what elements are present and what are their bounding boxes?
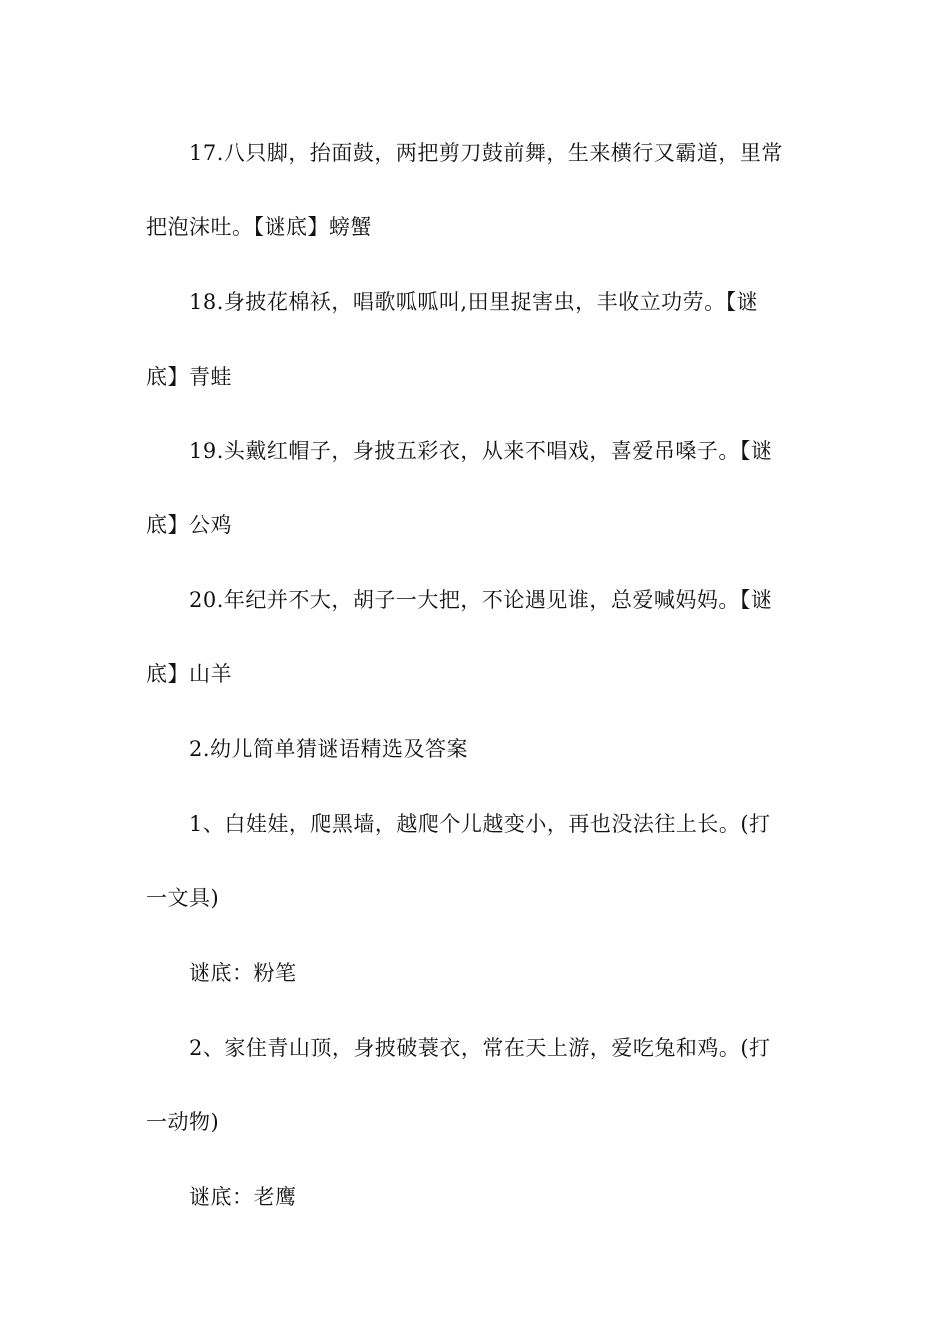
riddle-1-answer: 谜底：粉笔 <box>189 961 297 985</box>
riddle-17-line-2: 把泡沫吐。【谜底】螃蟹 <box>146 215 372 239</box>
section-heading: 2.幼儿简单猜谜语精选及答案 <box>189 737 469 761</box>
riddle-17-line-1: 17.八只脚，抬面鼓，两把剪刀鼓前舞，生来横行又霸道，里常 <box>189 141 783 165</box>
riddle-2-line-1: 2、家住青山顶，身披破蓑衣，常在天上游，爱吃兔和鸡。(打 <box>189 1036 771 1060</box>
riddle-1-line-1: 1、白娃娃，爬黑墙，越爬个儿越变小，再也没法往上长。(打 <box>189 812 771 836</box>
riddle-19-line-1: 19.头戴红帽子，身披五彩衣，从来不唱戏，喜爱吊嗓子。【谜 <box>189 439 773 463</box>
riddle-1-line-2: 一文具) <box>146 886 220 910</box>
riddle-18-line-1: 18.身披花棉袄，唱歌呱呱叫,田里捉害虫，丰收立功劳。【谜 <box>189 290 759 314</box>
riddle-20-line-1: 20.年纪并不大，胡子一大把，不论遇见谁，总爱喊妈妈。【谜 <box>189 588 773 612</box>
riddle-20-line-2: 底】山羊 <box>146 662 232 686</box>
riddle-18-line-2: 底】青蛙 <box>146 365 232 389</box>
riddle-2-line-2: 一动物) <box>146 1110 220 1134</box>
riddle-19-line-2: 底】公鸡 <box>146 513 232 537</box>
riddle-2-answer: 谜底：老鹰 <box>189 1185 297 1209</box>
